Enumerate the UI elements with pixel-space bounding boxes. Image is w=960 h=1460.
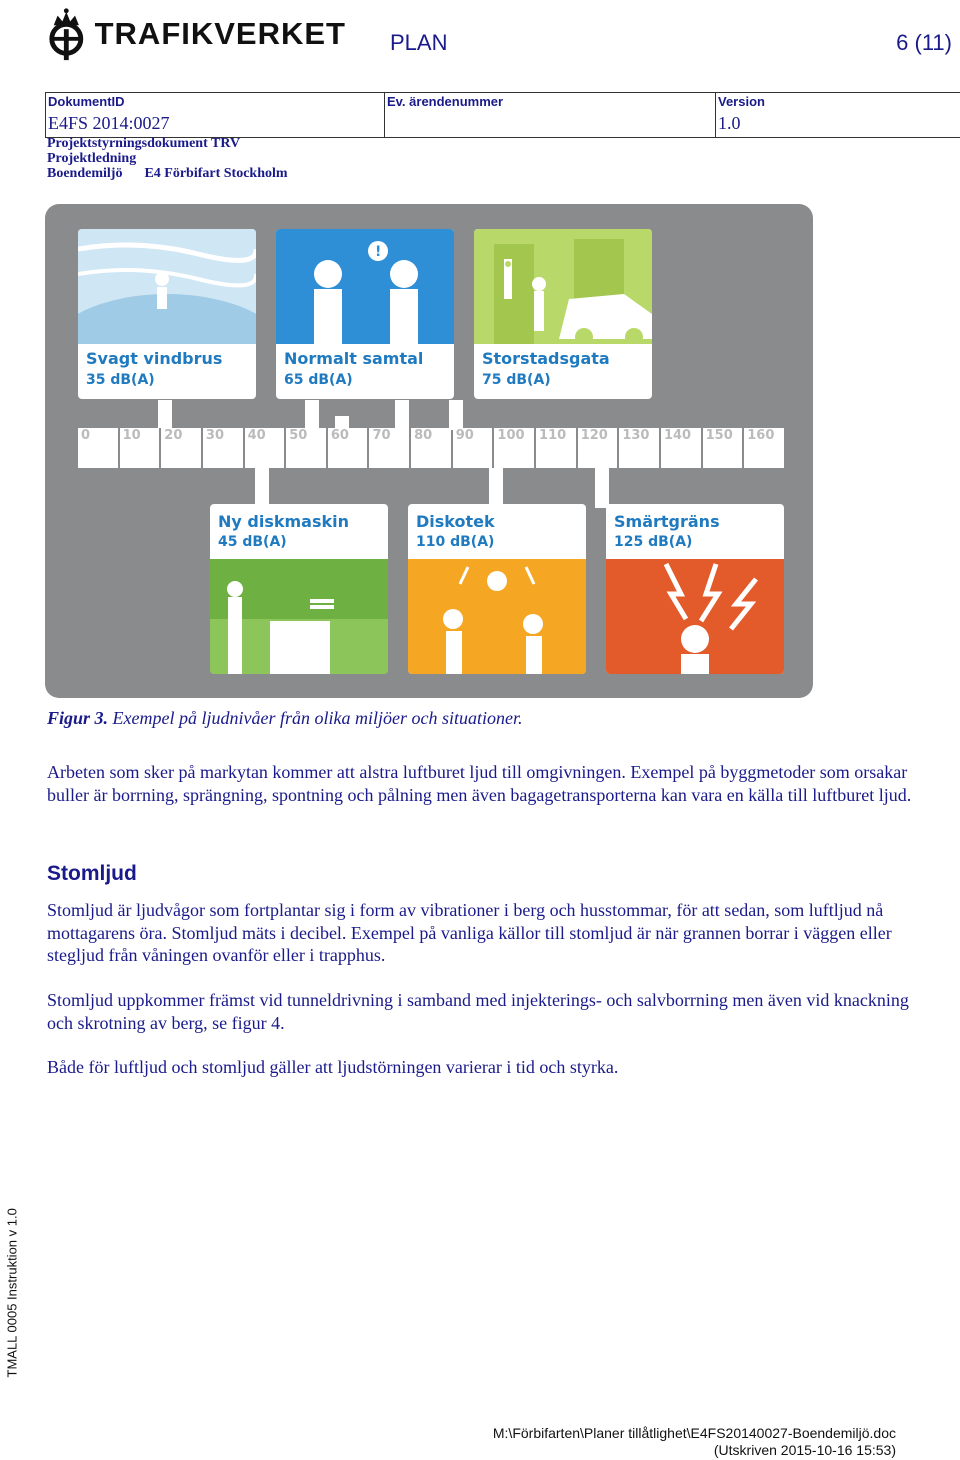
metadata-table bbox=[45, 92, 960, 138]
scale-tick bbox=[536, 428, 576, 468]
panel-storstadsgata bbox=[474, 229, 652, 399]
svg-text:!: ! bbox=[375, 244, 382, 260]
panel-db: 35 dB(A) bbox=[86, 372, 155, 388]
city-street-scene-icon bbox=[474, 229, 652, 344]
scale-tick-label: 10 bbox=[122, 428, 141, 443]
paragraph-2: Stomljud är ljudvågor som fortplantar sig i form av vibrationer i berg och husstommar, för att sedan, som luftljud nå mottagarens öra. Stomljud mäts i decibel. Exempel på vanliga källor till stomljud är när grannen borrar i väggen eller stegljud från våningen ovanför eller i trapphus. bbox=[47, 900, 892, 965]
panel-db: 125 dB(A) bbox=[614, 534, 693, 550]
panel-title: Ny diskmaskin bbox=[218, 512, 349, 531]
caption-text: Exempel på ljudnivåer från olika miljöer och situationer. bbox=[108, 708, 523, 728]
scale-tick-label: 40 bbox=[247, 428, 266, 443]
scale-tick bbox=[328, 428, 368, 468]
scale-tick bbox=[78, 428, 118, 468]
doc-line-1: Projektstyrningsdokument TRV bbox=[47, 136, 241, 151]
panel-db: 75 dB(A) bbox=[482, 372, 551, 388]
wind-scene-icon bbox=[78, 229, 256, 344]
caption-label: Figur 3. bbox=[47, 708, 109, 728]
paragraph-3: Stomljud uppkommer främst vid tunneldrivning i samband med injekterings- och salvborrning men även vid knackning och skrotning av berg, se figur 4. bbox=[47, 990, 909, 1033]
panel-db: 110 dB(A) bbox=[416, 534, 495, 550]
panel-normalt-samtal bbox=[276, 229, 454, 399]
document-id-cell bbox=[46, 93, 385, 137]
panel-svagt-vindbrus bbox=[78, 229, 256, 399]
scale-tick-label: 60 bbox=[330, 428, 349, 443]
panel-ny-diskmaskin bbox=[210, 504, 388, 674]
scale-tick bbox=[578, 428, 618, 468]
scale-tick-label: 120 bbox=[580, 428, 608, 443]
scale-tick bbox=[411, 428, 451, 468]
scale-tick bbox=[369, 428, 409, 468]
panel-smartgrans bbox=[606, 504, 784, 674]
scale-tick bbox=[703, 428, 743, 468]
scale-tick bbox=[286, 428, 326, 468]
panel-title: Diskotek bbox=[416, 512, 495, 531]
doc-line-2: Projektledning bbox=[47, 151, 137, 166]
document-id: E4FS 2014:0027 bbox=[48, 113, 170, 133]
version-cell bbox=[716, 93, 960, 137]
document-info bbox=[47, 136, 288, 181]
disco-scene-icon bbox=[408, 559, 586, 674]
logo-text: TRAFIKVERKET bbox=[94, 16, 346, 51]
panel-db: 65 dB(A) bbox=[284, 372, 353, 388]
scale-tick bbox=[619, 428, 659, 468]
scale-tick-label: 20 bbox=[164, 428, 183, 443]
decibel-scale bbox=[78, 428, 786, 468]
scale-tick-label: 100 bbox=[497, 428, 525, 443]
scale-tick-label: 70 bbox=[372, 428, 391, 443]
scale-tick-label: 80 bbox=[414, 428, 433, 443]
doc-type: PLAN bbox=[390, 30, 448, 55]
scale-tick bbox=[161, 428, 201, 468]
doc-line-3a: Boendemiljö bbox=[47, 166, 123, 181]
scale-tick-label: 110 bbox=[539, 428, 567, 443]
scale-tick-label: 130 bbox=[622, 428, 650, 443]
scale-tick-label: 150 bbox=[705, 428, 733, 443]
pain-threshold-scene-icon bbox=[606, 559, 784, 674]
scale-tick bbox=[203, 428, 243, 468]
scale-tick bbox=[494, 428, 534, 468]
scale-tick bbox=[120, 428, 160, 468]
doc-line-3b: E4 Förbifart Stockholm bbox=[144, 166, 288, 181]
scale-tick-label: 140 bbox=[663, 428, 692, 443]
case-number-label: Ev. ärendenummer bbox=[387, 94, 504, 109]
case-number-cell bbox=[385, 93, 716, 137]
crown-icon bbox=[46, 7, 87, 61]
scale-tick bbox=[245, 428, 285, 468]
panel-diskotek bbox=[408, 504, 586, 674]
scale-tick bbox=[661, 428, 701, 468]
dishwasher-scene-icon bbox=[210, 559, 388, 674]
paragraph-4: Både för luftljud och stomljud gäller att ljudstörningen varierar i tid och styrka. bbox=[47, 1057, 619, 1077]
conversation-scene-icon bbox=[276, 229, 454, 344]
scale-tick-label: 160 bbox=[747, 428, 775, 443]
footer-path: M:\Förbifarten\Planer tillåtlighet\E4FS20140027-Boendemiljö.doc bbox=[492, 1425, 896, 1441]
panel-title: Svagt vindbrus bbox=[86, 349, 223, 368]
panel-title: Storstadsgata bbox=[482, 349, 610, 368]
scale-tick bbox=[744, 428, 784, 468]
version-label: Version bbox=[718, 94, 765, 109]
page-number: 6 (11) bbox=[896, 30, 952, 55]
version: 1.0 bbox=[718, 113, 741, 133]
document-id-label: DokumentID bbox=[48, 94, 125, 109]
noise-level-figure bbox=[45, 204, 813, 698]
panel-title: Normalt samtal bbox=[284, 349, 424, 368]
scale-tick-label: 50 bbox=[289, 428, 308, 443]
panel-title: Smärtgräns bbox=[614, 512, 720, 531]
scale-tick-label: 30 bbox=[205, 428, 225, 443]
paragraph-1: Arbeten som sker på markytan kommer att alstra luftburet ljud till omgivningen. Exempel på byggmetoder som orsakar buller är borrning, sprängning, spontning och pålning men även bagagetransporterna kan vara en källa till luftburet ljud. bbox=[47, 762, 912, 805]
panel-db: 45 dB(A) bbox=[218, 534, 287, 550]
scale-tick-label: 90 bbox=[455, 428, 474, 443]
scale-tick bbox=[453, 428, 493, 468]
figure-caption bbox=[47, 708, 522, 729]
trafikverket-logo bbox=[46, 6, 346, 62]
template-label: TMALL 0005 Instruktion v 1.0 bbox=[4, 1208, 20, 1378]
scale-tick-label: 0 bbox=[81, 428, 91, 443]
footer-printed: (Utskriven 2015-10-16 15:53) bbox=[713, 1442, 896, 1458]
section-heading: Stomljud bbox=[47, 862, 137, 885]
